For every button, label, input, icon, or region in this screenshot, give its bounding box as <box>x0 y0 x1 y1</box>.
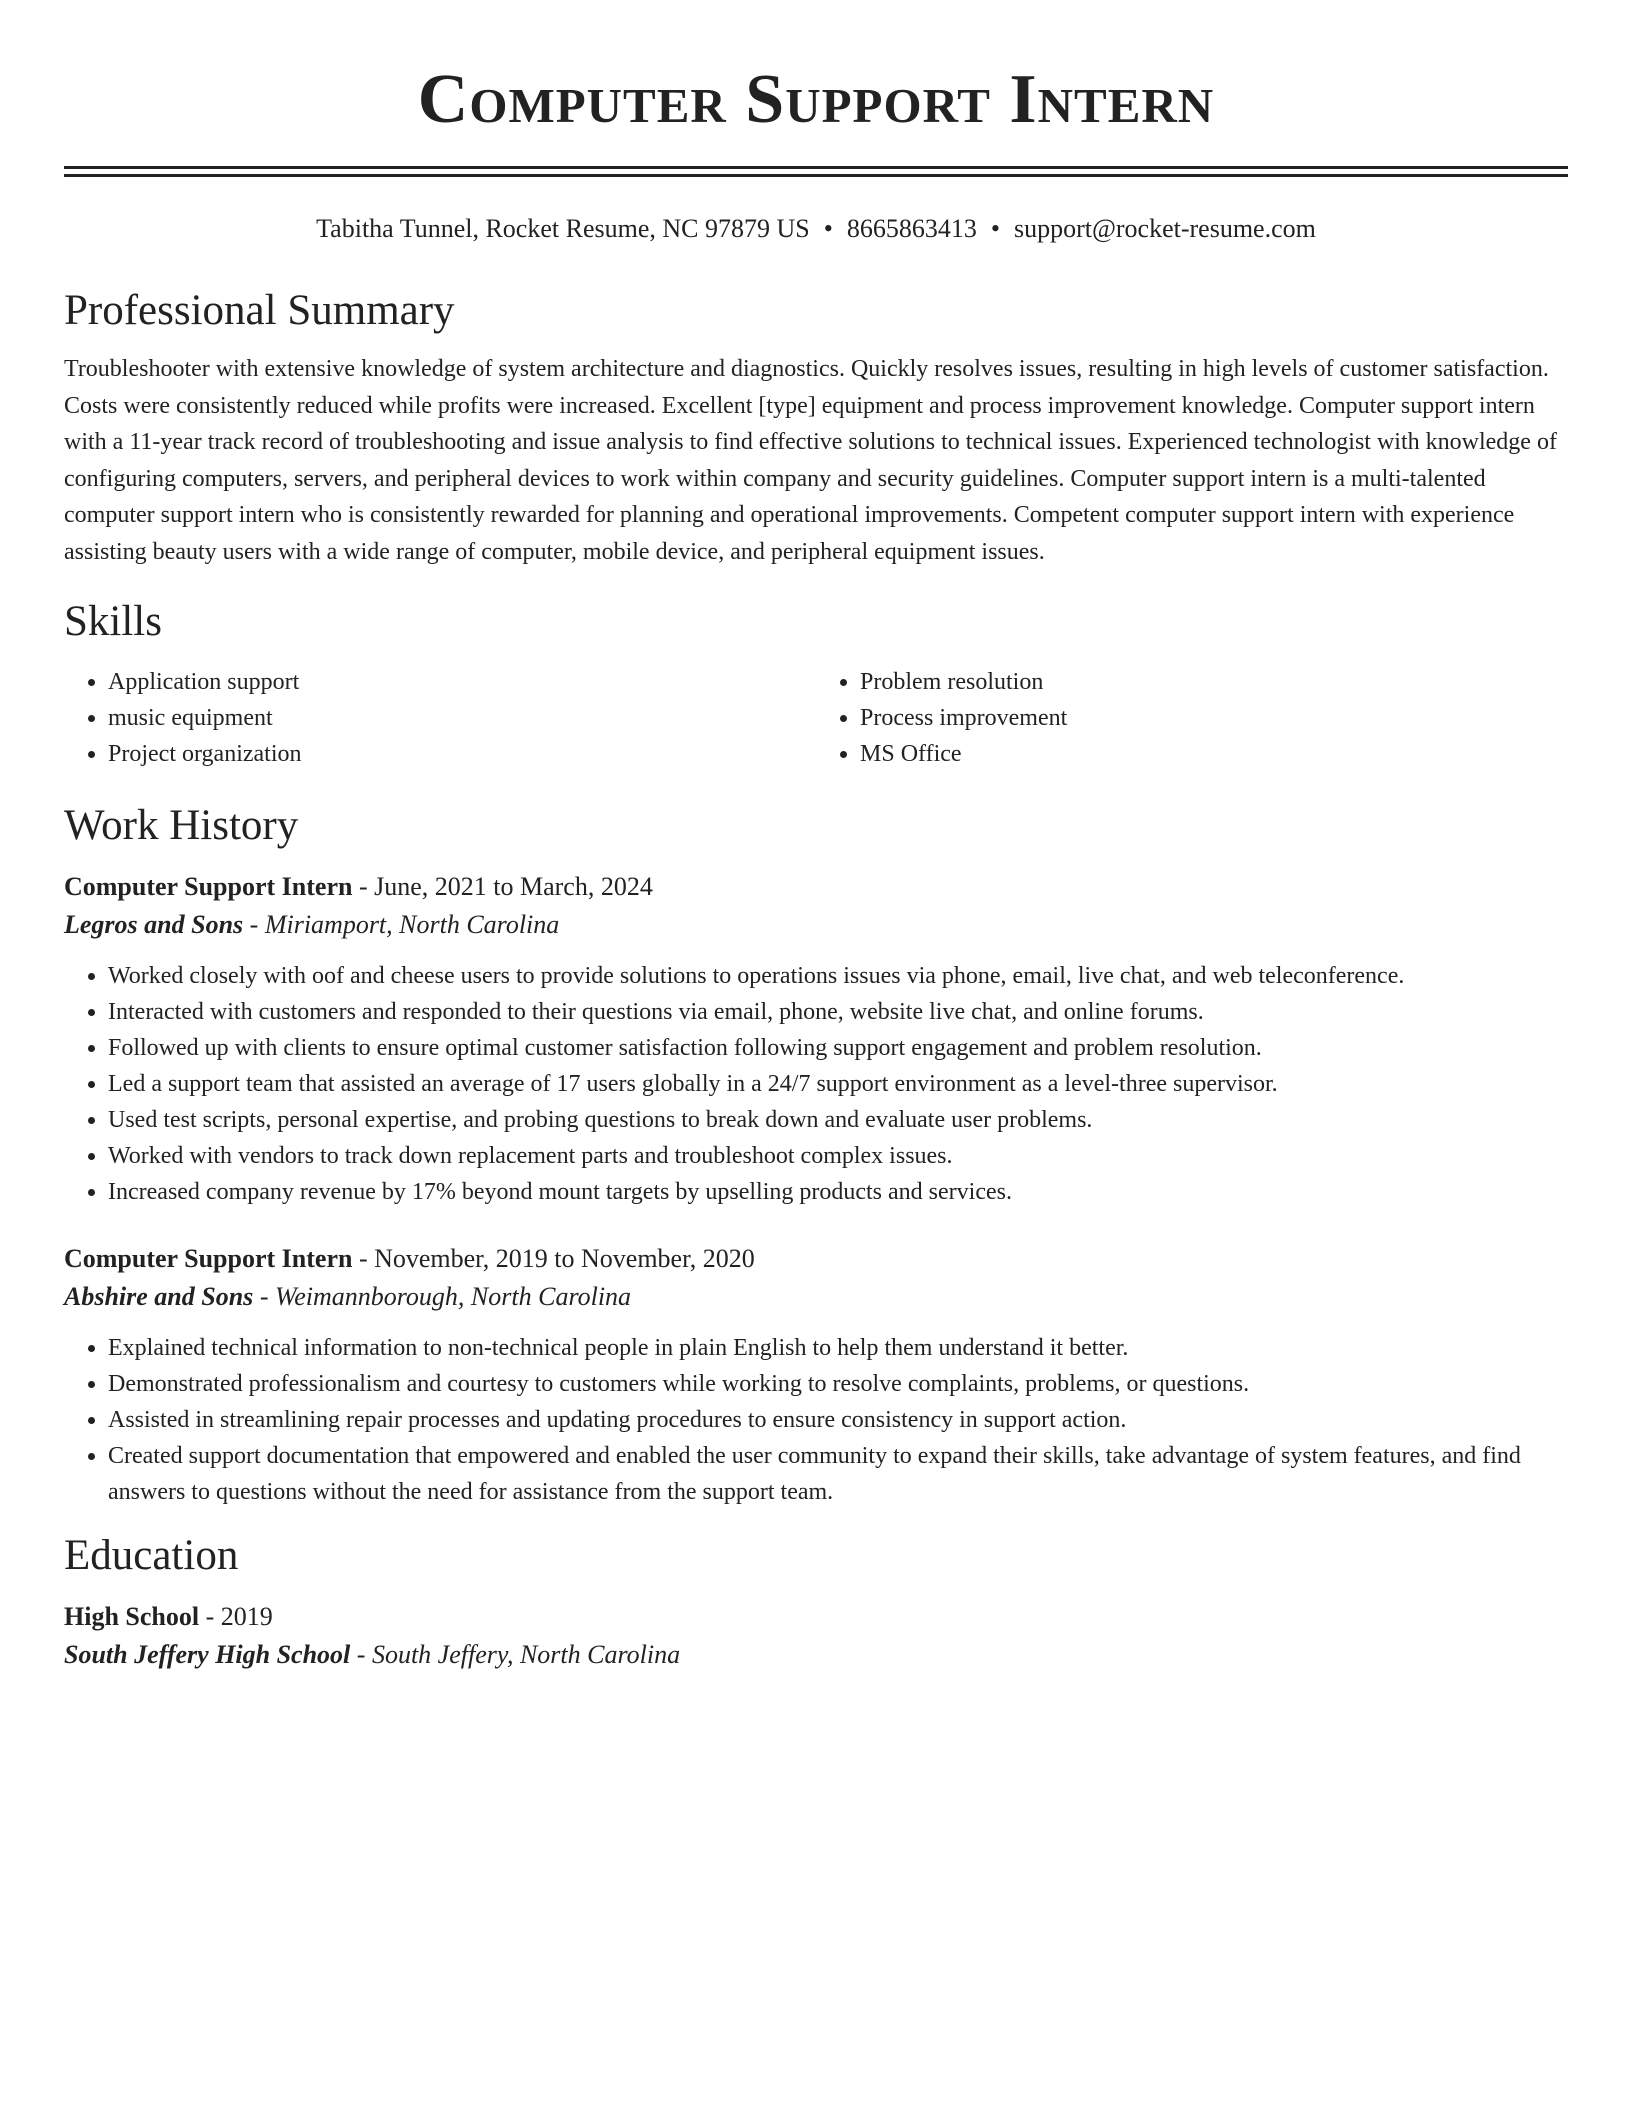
contact-separator: • <box>823 214 833 243</box>
education-entry <box>64 1598 1568 1674</box>
job-bullet: • Used test scripts, personal expertise, and probing questions to break down and evaluate user problems. <box>108 1102 1568 1138</box>
contact-separator: • <box>990 214 1000 243</box>
skill-item: • Application support <box>108 664 816 700</box>
skills-column-left <box>64 664 816 772</box>
work-history-heading: Work History <box>64 802 299 849</box>
skill-item: • Process improvement <box>860 700 1568 736</box>
job-title: Computer Support Intern <box>64 1244 353 1273</box>
education-school-line <box>64 1636 1568 1674</box>
skills-section <box>64 596 1568 772</box>
job-bullets <box>64 958 1568 1210</box>
job-bullet: • Increased company revenue by 17% beyond mount targets by upselling products and services. <box>108 1174 1568 1210</box>
job-bullet: • Interacted with customers and responded to their questions via email, phone, website live chat, and online forums. <box>108 994 1568 1030</box>
job-entry <box>64 868 1568 1210</box>
skill-item: • MS Office <box>860 736 1568 772</box>
job-bullets <box>64 1330 1568 1510</box>
summary-section <box>64 285 1568 570</box>
job-bullet: • Worked closely with oof and cheese users to provide solutions to operations issues via phone, email, live chat, and web teleconference. <box>108 958 1568 994</box>
contact-phone: 8665863413 <box>846 214 977 243</box>
skills-column-right <box>816 664 1568 772</box>
job-dates: - June, 2021 to March, 2024 <box>352 872 653 901</box>
job-bullet: • Demonstrated professionalism and courtesy to customers while working to resolve complaints, problems, or questions. <box>108 1366 1568 1402</box>
job-bullet: • Worked with vendors to track down replacement parts and troubleshoot complex issues. <box>108 1138 1568 1174</box>
education-school: South Jeffery High School <box>64 1640 351 1669</box>
skill-item: • Problem resolution <box>860 664 1568 700</box>
job-location: - Miriamport, North Carolina <box>243 910 560 939</box>
education-heading: Education <box>64 1532 239 1579</box>
education-year: - 2019 <box>199 1602 273 1631</box>
job-dates: - November, 2019 to November, 2020 <box>352 1244 755 1273</box>
summary-heading: Professional Summary <box>64 287 455 334</box>
job-bullet: • Explained technical information to non-technical people in plain English to help them understand it better. <box>108 1330 1568 1366</box>
job-employer: Abshire and Sons <box>64 1282 254 1311</box>
contact-address: Tabitha Tunnel, Rocket Resume, NC 97879 US <box>316 214 810 243</box>
title-divider <box>64 166 1568 177</box>
education-degree: High School <box>64 1602 200 1631</box>
skills-grid <box>64 664 1568 772</box>
job-employer-line <box>64 906 1568 944</box>
skills-heading: Skills <box>64 598 162 645</box>
contact-email: support@rocket-resume.com <box>1013 214 1316 243</box>
education-section <box>64 1530 1568 1674</box>
work-history-section <box>64 800 1568 1510</box>
job-bullet: • Followed up with clients to ensure optimal customer satisfaction following support engagement and problem resolution. <box>108 1030 1568 1066</box>
resume-title: Computer Support Intern <box>417 61 1215 138</box>
job-bullet: • Led a support team that assisted an average of 17 users globally in a 24/7 support environment as a level-three supervisor. <box>108 1066 1568 1102</box>
job-bullet: • Assisted in streamlining repair processes and updating procedures to ensure consistency in support action. <box>108 1402 1568 1438</box>
job-entry <box>64 1240 1568 1510</box>
job-bullet: • Created support documentation that empowered and enabled the user community to expand their skills, take advantage of system features, and find answers to questions without the need for assistance from the support team. <box>108 1438 1568 1510</box>
education-location: - South Jeffery, North Carolina <box>350 1640 681 1669</box>
job-location: - Weimannborough, North Carolina <box>253 1282 632 1311</box>
job-employer: Legros and Sons <box>64 910 244 939</box>
skill-item: • Project organization <box>108 736 816 772</box>
job-title-line <box>64 1240 1568 1278</box>
contact-line <box>64 213 1568 245</box>
job-employer-line <box>64 1278 1568 1316</box>
summary-text: Troubleshooter with extensive knowledge of system architecture and diagnostics. Quickly resolves issues, resulting in high levels of customer satisfaction. Costs were consistently reduced while profits were increased. Excellent [type] equipment and process improvement knowledge. Computer support intern with a 11-year track record of troubleshooting and issue analysis to find effective solutions to technical issues. Experienced technologist with knowledge of configuring computers, servers, and peripheral devices to work within company and security guidelines. Computer support intern is a multi-talented computer support intern who is consistently rewarded for planning and operational improvements. Competent computer support intern with experience assisting beauty users with a wide range of computer, mobile device, and peripheral equipment issues. <box>64 356 1557 565</box>
skill-item: • music equipment <box>108 700 816 736</box>
education-degree-line <box>64 1598 1568 1636</box>
job-title-line <box>64 868 1568 906</box>
job-title: Computer Support Intern <box>64 872 353 901</box>
